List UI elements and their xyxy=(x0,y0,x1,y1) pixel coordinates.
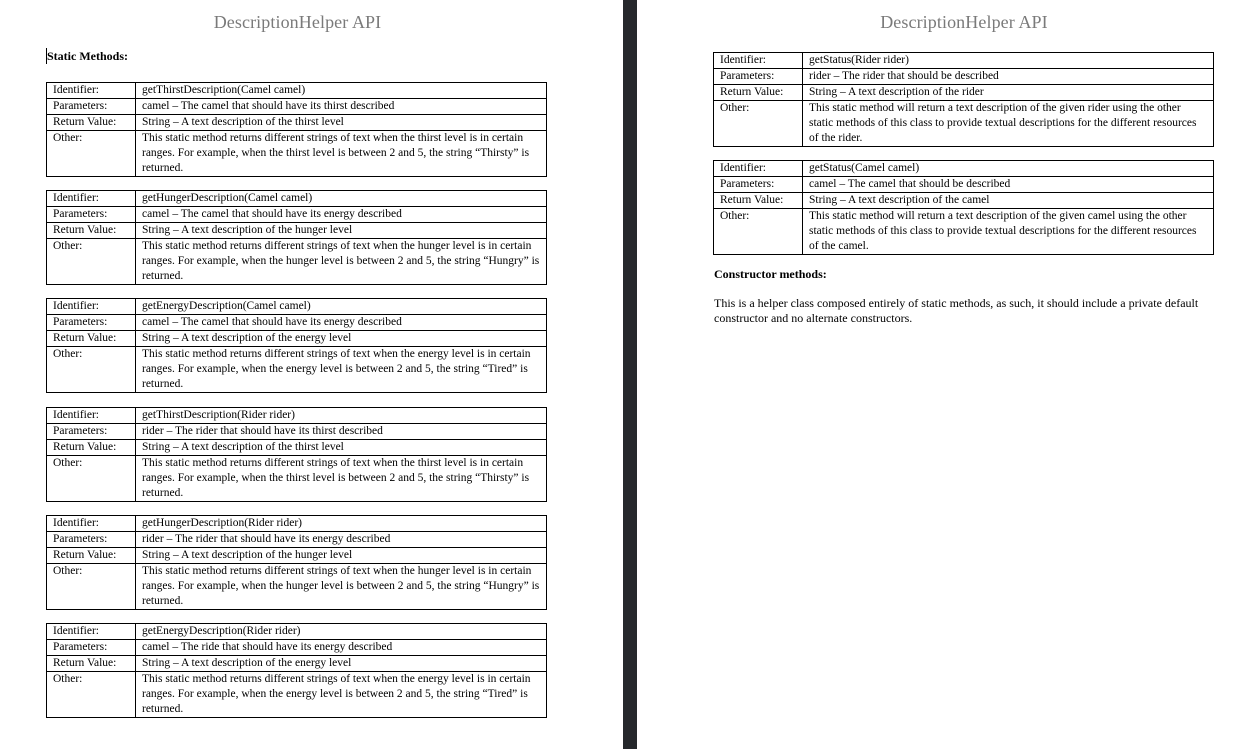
other-row xyxy=(47,131,547,177)
return-value-value: String – A text description of the energy level xyxy=(136,331,547,347)
parameters-value: camel – The camel that should have its energy described xyxy=(136,207,547,223)
other-value: This static method will return a text description of the given camel using the other static methods of this class to provide textual descriptions for the different resources of the camel. xyxy=(803,209,1214,255)
return-value-value: String – A text description of the hunger level xyxy=(136,223,547,239)
identifier-label: Identifier: xyxy=(47,299,136,315)
identifier-label: Identifier: xyxy=(47,408,136,424)
return-value-row xyxy=(47,331,547,347)
return-value-row xyxy=(714,85,1214,101)
identifier-row xyxy=(47,191,547,207)
return-value-row xyxy=(47,115,547,131)
identifier-row xyxy=(47,516,547,532)
identifier-row xyxy=(714,53,1214,69)
parameters-row xyxy=(47,640,547,656)
return-value-label: Return Value: xyxy=(47,115,136,131)
identifier-value: getStatus(Rider rider) xyxy=(803,53,1214,69)
parameters-label: Parameters: xyxy=(47,640,136,656)
method-table xyxy=(46,82,547,177)
parameters-value: camel – The camel that should be described xyxy=(803,177,1214,193)
parameters-label: Parameters: xyxy=(47,532,136,548)
identifier-label: Identifier: xyxy=(714,161,803,177)
page-title: DescriptionHelper API xyxy=(213,12,382,32)
other-row xyxy=(47,672,547,718)
method-table xyxy=(713,160,1214,255)
identifier-label: Identifier: xyxy=(47,516,136,532)
identifier-value: getHungerDescription(Rider rider) xyxy=(136,516,547,532)
return-value-value: String – A text description of the thirst level xyxy=(136,440,547,456)
identifier-value: getStatus(Camel camel) xyxy=(803,161,1214,177)
method-table xyxy=(46,407,547,502)
return-value-value: String – A text description of the rider xyxy=(803,85,1214,101)
parameters-value: camel – The camel that should have its thirst described xyxy=(136,99,547,115)
other-value: This static method returns different strings of text when the thirst level is in certain ranges. For example, when the thirst level is between 2 and 5, the string “Thirsty” is returned. xyxy=(136,456,547,502)
parameters-label: Parameters: xyxy=(47,424,136,440)
other-value: This static method returns different strings of text when the energy level is in certain ranges. For example, when the energy level is between 2 and 5, the string “Tired” is returned. xyxy=(136,672,547,718)
other-value: This static method will return a text description of the given rider using the other static methods of this class to provide textual descriptions for the different resources of the rider. xyxy=(803,101,1214,147)
parameters-row xyxy=(714,177,1214,193)
other-row xyxy=(47,347,547,393)
return-value-value: String – A text description of the camel xyxy=(803,193,1214,209)
parameters-row xyxy=(47,315,547,331)
return-value-value: String – A text description of the energy level xyxy=(136,656,547,672)
return-value-label: Return Value: xyxy=(47,440,136,456)
return-value-label: Return Value: xyxy=(47,656,136,672)
document-page-right[interactable] xyxy=(637,0,1241,749)
return-value-row xyxy=(47,548,547,564)
return-value-row xyxy=(47,656,547,672)
other-label: Other: xyxy=(47,672,136,718)
identifier-value: getEnergyDescription(Camel camel) xyxy=(136,299,547,315)
other-label: Other: xyxy=(714,101,803,147)
identifier-value: getThirstDescription(Camel camel) xyxy=(136,83,547,99)
other-row xyxy=(47,456,547,502)
return-value-row xyxy=(47,223,547,239)
other-label: Other: xyxy=(47,239,136,285)
parameters-row xyxy=(47,99,547,115)
identifier-value: getThirstDescription(Rider rider) xyxy=(136,408,547,424)
parameters-row xyxy=(47,424,547,440)
page-title: DescriptionHelper API xyxy=(880,12,1048,32)
return-value-value: String – A text description of the thirst level xyxy=(136,115,547,131)
other-row xyxy=(714,101,1214,147)
identifier-row xyxy=(47,299,547,315)
identifier-row xyxy=(714,161,1214,177)
other-label: Other: xyxy=(47,347,136,393)
parameters-label: Parameters: xyxy=(714,69,803,85)
parameters-row xyxy=(47,207,547,223)
identifier-label: Identifier: xyxy=(714,53,803,69)
identifier-label: Identifier: xyxy=(47,624,136,640)
return-value-row xyxy=(714,193,1214,209)
other-row xyxy=(47,564,547,610)
constructor-methods-heading: Constructor methods: xyxy=(714,267,827,281)
method-table xyxy=(46,515,547,610)
other-value: This static method returns different strings of text when the energy level is in certain ranges. For example, when the energy level is between 2 and 5, the string “Tired” is returned. xyxy=(136,347,547,393)
other-row xyxy=(47,239,547,285)
parameters-row xyxy=(47,532,547,548)
return-value-row xyxy=(47,440,547,456)
other-value: This static method returns different strings of text when the hunger level is in certain ranges. For example, when the hunger level is between 2 and 5, the string “Hungry” is returned. xyxy=(136,239,547,285)
identifier-row xyxy=(47,624,547,640)
other-label: Other: xyxy=(47,131,136,177)
return-value-value: String – A text description of the hunger level xyxy=(136,548,547,564)
parameters-value: rider – The rider that should have its energy described xyxy=(136,532,547,548)
method-table xyxy=(713,52,1214,147)
parameters-label: Parameters: xyxy=(47,315,136,331)
other-label: Other: xyxy=(47,456,136,502)
page-gutter xyxy=(623,0,637,749)
parameters-value: rider – The rider that should have its thirst described xyxy=(136,424,547,440)
parameters-label: Parameters: xyxy=(47,99,136,115)
method-table xyxy=(46,298,547,393)
identifier-row xyxy=(47,83,547,99)
identifier-label: Identifier: xyxy=(47,83,136,99)
other-row xyxy=(714,209,1214,255)
static-methods-heading: Static Methods: xyxy=(47,49,128,63)
identifier-row xyxy=(47,408,547,424)
other-value: This static method returns different strings of text when the hunger level is in certain ranges. For example, when the hunger level is between 2 and 5, the string “Hungry” is returned. xyxy=(136,564,547,610)
other-label: Other: xyxy=(47,564,136,610)
other-label: Other: xyxy=(714,209,803,255)
parameters-label: Parameters: xyxy=(47,207,136,223)
identifier-value: getHungerDescription(Camel camel) xyxy=(136,191,547,207)
other-value: This static method returns different strings of text when the thirst level is in certain ranges. For example, when the thirst level is between 2 and 5, the string “Thirsty” is returned. xyxy=(136,131,547,177)
return-value-label: Return Value: xyxy=(47,223,136,239)
identifier-label: Identifier: xyxy=(47,191,136,207)
return-value-label: Return Value: xyxy=(714,193,803,209)
parameters-value: rider – The rider that should be described xyxy=(803,69,1214,85)
parameters-row xyxy=(714,69,1214,85)
identifier-value: getEnergyDescription(Rider rider) xyxy=(136,624,547,640)
parameters-label: Parameters: xyxy=(714,177,803,193)
parameters-value: camel – The camel that should have its energy described xyxy=(136,315,547,331)
return-value-label: Return Value: xyxy=(47,331,136,347)
return-value-label: Return Value: xyxy=(714,85,803,101)
method-table xyxy=(46,190,547,285)
parameters-value: camel – The ride that should have its energy described xyxy=(136,640,547,656)
constructor-description: This is a helper class composed entirely of static methods, as such, it should include a private default constructor and no alternate constructors. xyxy=(714,296,1199,325)
method-table xyxy=(46,623,547,718)
return-value-label: Return Value: xyxy=(47,548,136,564)
